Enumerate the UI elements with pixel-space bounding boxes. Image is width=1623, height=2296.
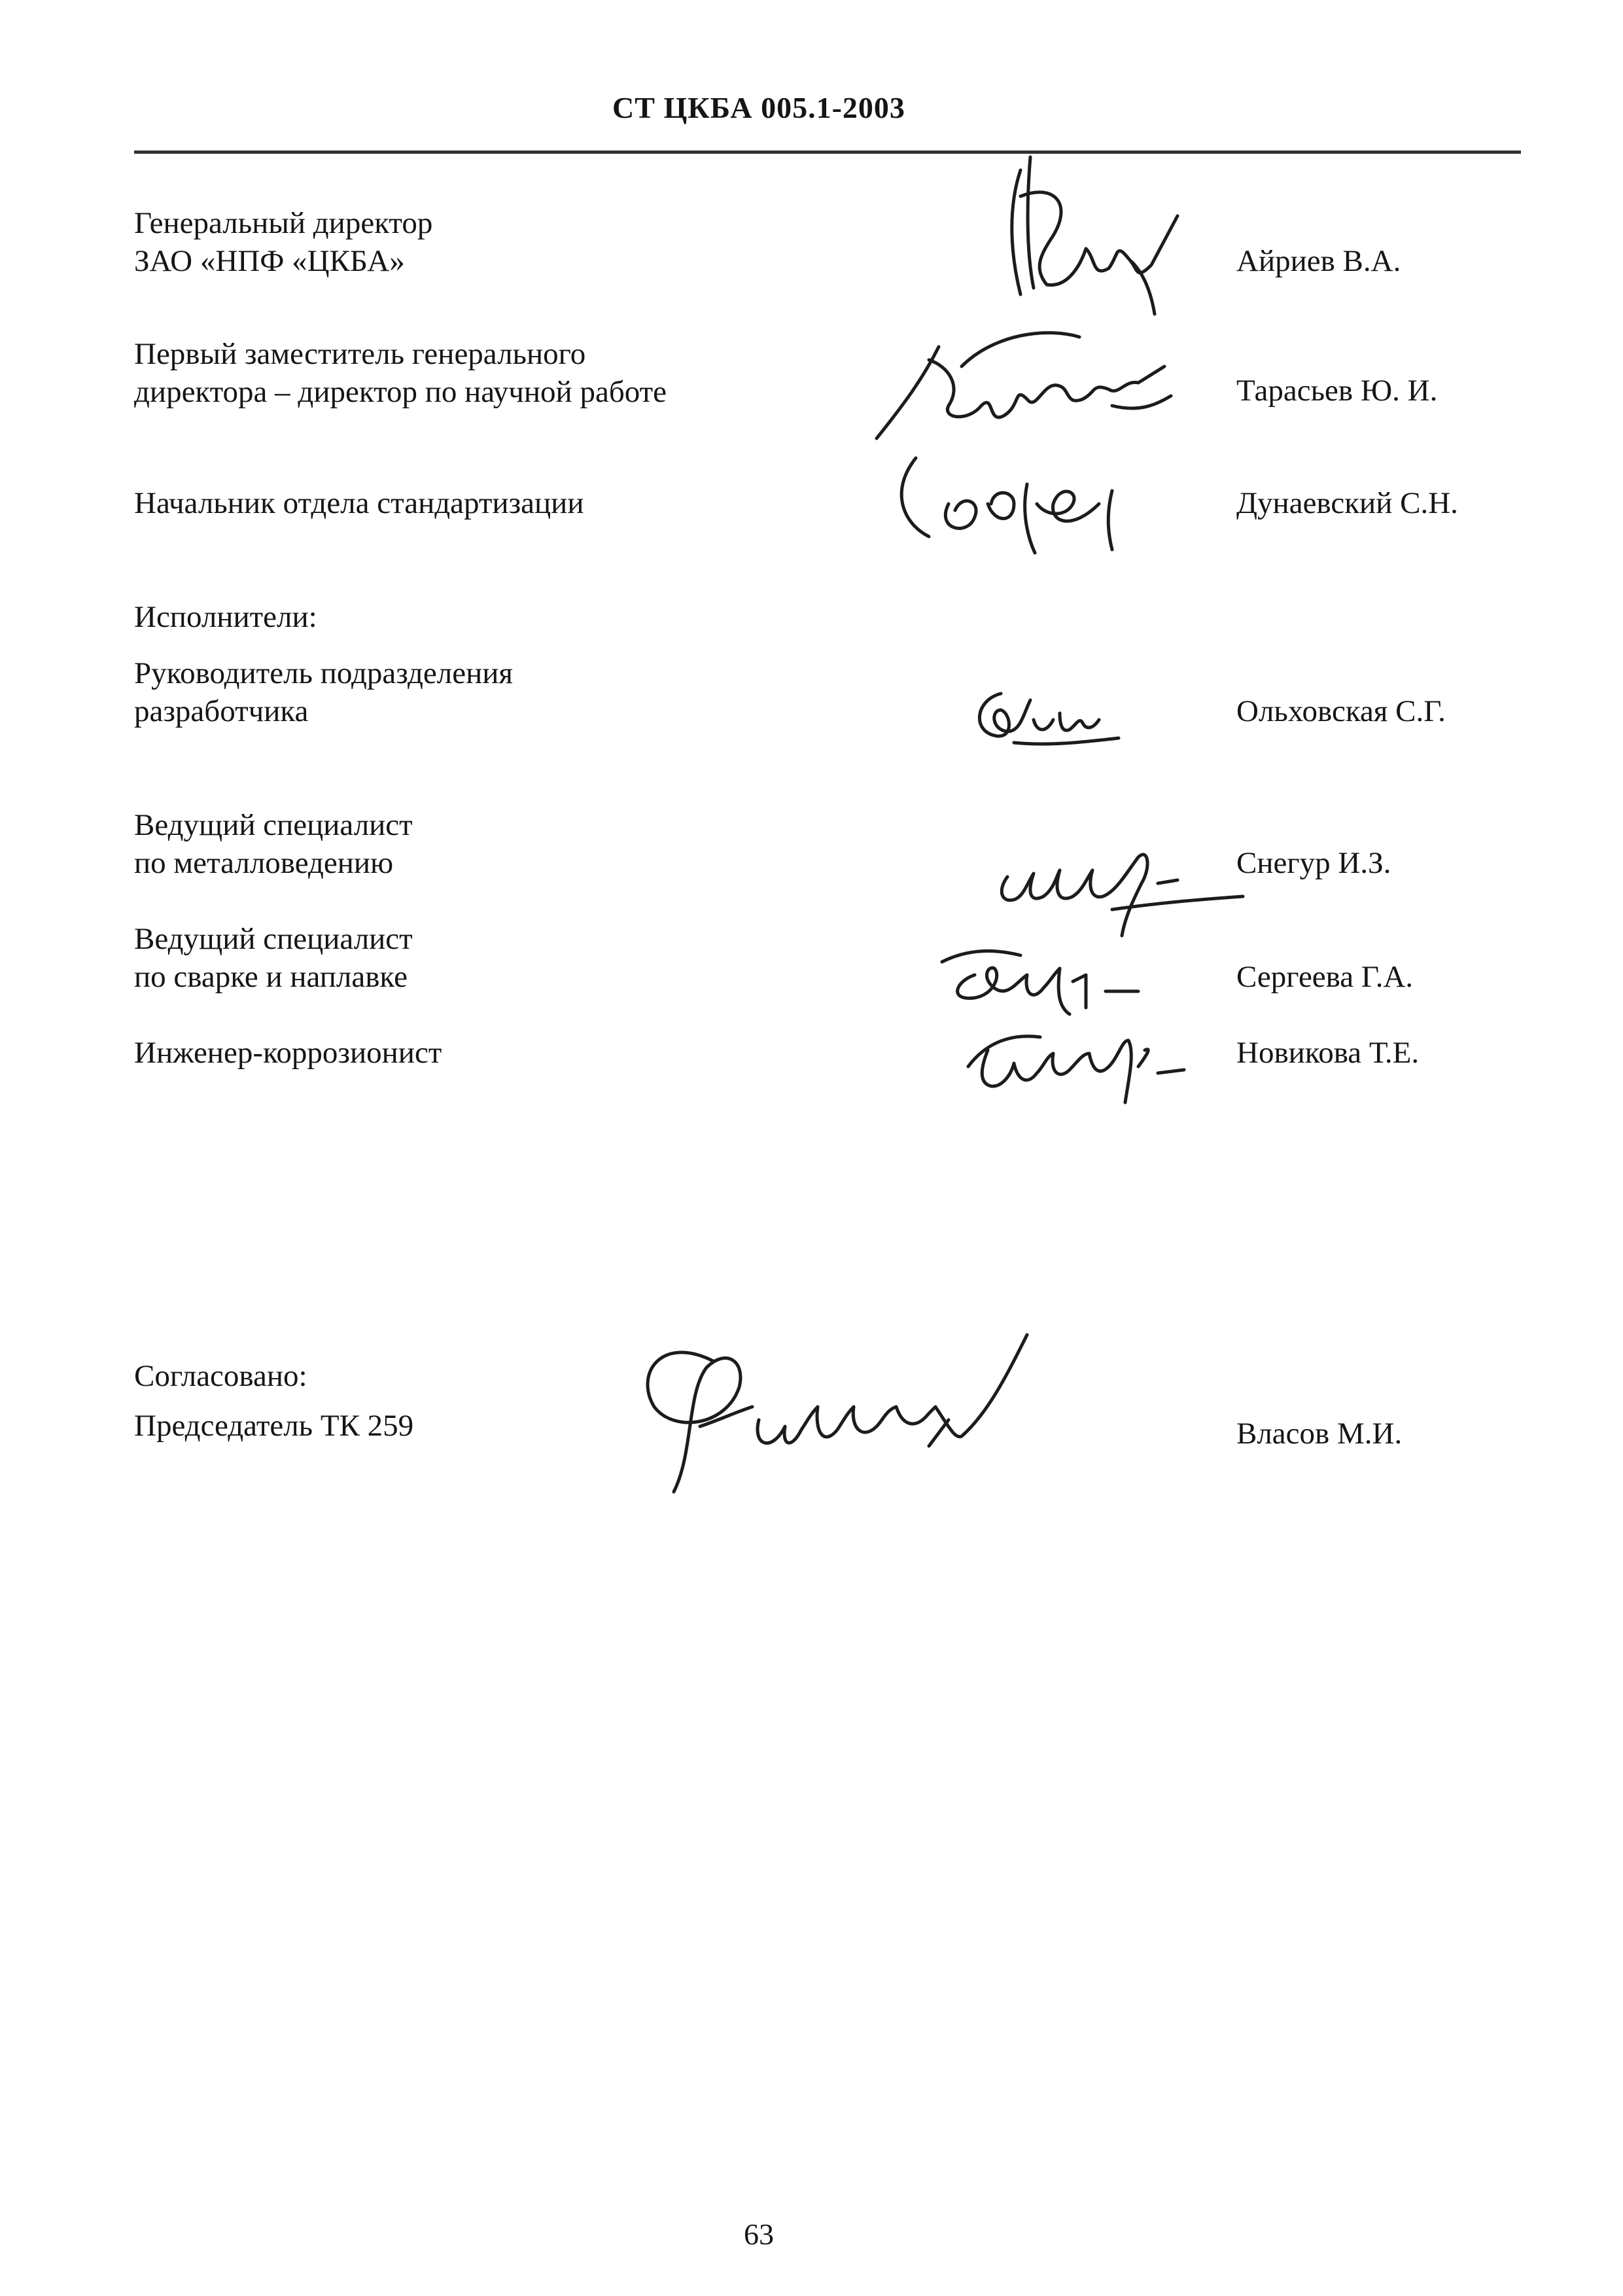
signature-1: [981, 144, 1197, 334]
approver-position-1: [134, 204, 886, 280]
signature-2: [864, 308, 1191, 556]
approver-position-3: [134, 484, 886, 522]
position-line: Первый заместитель генерального: [134, 337, 586, 371]
signature-6: [962, 1014, 1197, 1112]
position-line: Генеральный директор: [134, 206, 433, 240]
signature-5: [929, 936, 1145, 1021]
approver-name-1: Айриев В.А.: [1236, 244, 1401, 278]
executor-position-3: [134, 920, 886, 996]
page-number: 63: [744, 2217, 774, 2251]
executor-position-2: [134, 806, 886, 882]
signature-3: [962, 674, 1125, 752]
header-rule: [134, 150, 1521, 154]
position-line: разработчика: [134, 694, 309, 728]
executors-heading: Исполнители:: [134, 600, 317, 634]
executor-position-1: [134, 654, 886, 730]
position-line: ЗАО «НПФ «ЦКБА»: [134, 244, 405, 278]
document-code-header: СТ ЦКБА 005.1-2003: [612, 91, 905, 124]
position-line: по металловедению: [134, 846, 394, 880]
approver-position-2: [134, 335, 886, 411]
position-line: Инженер-коррозионист: [134, 1036, 442, 1070]
executor-position-4: [134, 1034, 886, 1072]
position-line: Руководитель подразделения: [134, 656, 514, 690]
executor-name-4: Новикова Т.Е.: [1236, 1036, 1420, 1070]
position-line: Начальник отдела стандартизации: [134, 486, 584, 520]
position-line: директора – директор по научной работе: [134, 375, 667, 409]
position-line: Ведущий специалист: [134, 808, 413, 842]
signature-7: [621, 1309, 1047, 1498]
position-line: Ведущий специалист: [134, 922, 413, 956]
approver-name-3: Дунаевский С.Н.: [1236, 486, 1458, 520]
agreed-position: Председатель ТК 259: [134, 1409, 414, 1443]
agreed-heading: Согласовано:: [134, 1359, 307, 1393]
signature-4: [988, 831, 1249, 942]
executor-name-2: Снегур И.З.: [1236, 846, 1391, 880]
executor-name-1: Ольховская С.Г.: [1236, 694, 1446, 728]
executor-name-3: Сергеева Г.А.: [1236, 960, 1414, 994]
agreed-name: Власов М.И.: [1236, 1417, 1403, 1451]
approver-name-2: Тарасьев Ю. И.: [1236, 374, 1438, 408]
position-line: по сварке и наплавке: [134, 960, 408, 994]
